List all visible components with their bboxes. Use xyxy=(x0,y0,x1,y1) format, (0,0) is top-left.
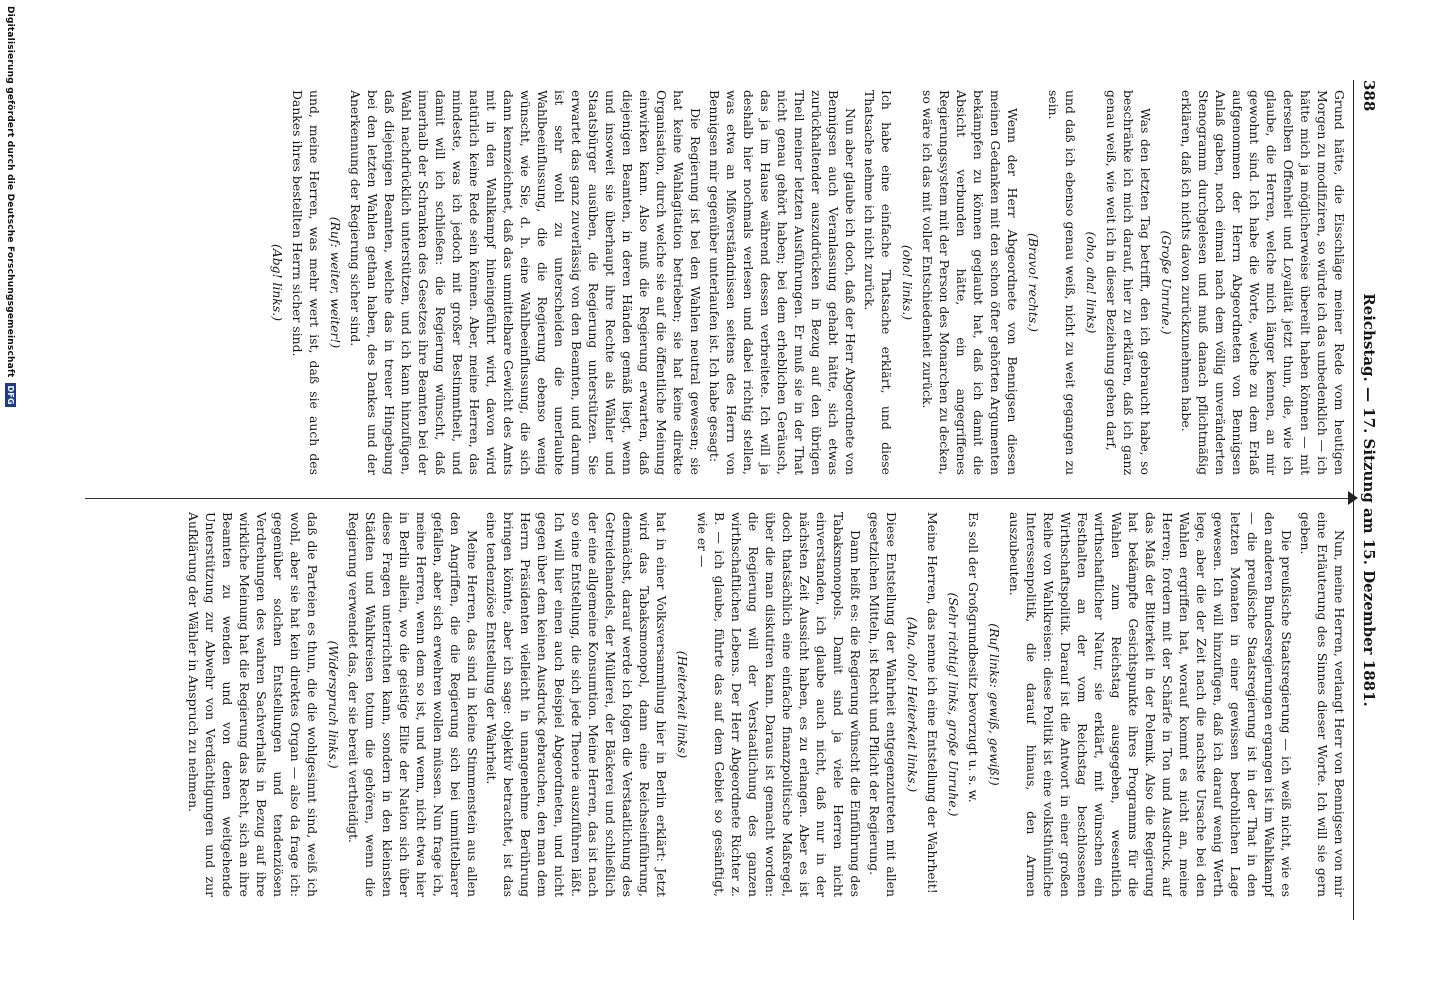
paragraph: Grund hätte, die Eisschläge meiner Rede vom heutigen Morgen zu modifiziren, so würde ich das unbedenklich — ich hätte mich ja möglicherweise übereilt haben können — mit derselben Offenheit und Loyalität jetzt thun, die, wie ich glaube, die Herren, welche mich länger kennen, an mir gewohnt sind. Ich habe die Worte, welche zu dem Erlaß aufgenommen der Herrn Abgeordneten von Bennigsen Anlaß gaben, noch einmal nach dem völlig unveränderten Stenogramm durchgelesen und muß danach pflichtmäßig erklären, daß ich nichts davon zurückzunehmen habe. xyxy=(1179,90,1347,475)
paragraph: Die preußische Staatsregierung — ich weiß nicht, wie es den anderen Bundesregierungen ergangen ist im Wahlkampf — die preußische Staatsregierung ist in der That in den letzten Monaten in einer gewissen bedrohlichen Lage gewesen. Ich will hinzufügen, daß ich darauf wenig Werth lege, aber die der Zeit nach die nachste Ursache bei den Wahlen ergriffen hat, worauf kommt es nicht an, meine Herren; fordern mit der Schärfe in Ton und Ausdruck, auf das Maß der Bitterkeit in der Polemik. Also die Regierung hat bekämpfte Gesichtspunkte ihres Programms für die Wahlen zum Reichstag ausgegeben, wesentlich wirthschaftlicher Natur, sie erklärt, mit wünschen ein Festhalten an der vom Reichstag beschlossenen Wirthschaftspolitik. Darauf ist die Antwort in einer großen Reihe von Wahlkreisen: diese Politik ist eine volksthümliche Interessenpolitik, die darauf hinaus, den Armen auszubeuten. xyxy=(1007,512,1294,897)
paragraph: und, meine Herren, was mehr wert ist, daß sie auch des Dankes ihres bestellten Herrn sicher sind. xyxy=(290,90,322,475)
paragraph: Meine Herren, das nenne ich eine Entstellung der Wahrheit! xyxy=(925,512,940,894)
interjection: (Widerspruch links.) xyxy=(326,640,341,769)
paragraph: Ich habe eine einfache Thatsache erklärt, und diese Thatsache nehme ich nicht zurück. xyxy=(862,90,894,475)
interjection: (Sehr richtig! links, große Unruhe.) xyxy=(946,592,961,817)
column-divider xyxy=(85,498,1350,499)
interjection: (oho, aha! links) xyxy=(1084,231,1099,334)
paragraph: Nun aber glaube ich doch, daß der Herr Abgeordnete von Bennigsen auch Veranlassung gehabt hätte, sich etwas zurückhaltender auszudrücken in Bezug auf den übrigen Theil meiner letzten Ausführungen. Er muß sie in der That nicht genau gehört haben; bei dem erheblichen Geräusch, das ja im Hause während dessen verbreitete. Ich will ja deshalb hier nochmals verlesen und dabei richtig stellen, was etwa an Mißverständnissen seitens des Herrn von Bennigsen mir gegenüber unterlaufen ist. Ich habe gesagt: xyxy=(707,90,858,475)
dfg-logo: DFG xyxy=(6,385,15,405)
interjection: (Bravo! rechts.) xyxy=(1026,233,1041,332)
paragraph: Was den letzten Tag betrifft, den ich gebraucht habe, so beschränke ich mich darauf, hier zu erklären, daß ich ganz genau weiß, wie weit ich in dieser Beziehung gehen darf, xyxy=(1104,90,1153,475)
paragraph: daß die Parteien es thun, die die wohlgesinnt sind, weiß ich wohl, aber sie hat kein direktes Organ — also da frage ich: gegenüber solchen Entstellungen und tendenziösen Verdrehungen des wahren Sachverhalts in Bezug auf ihre wirkliche Meinung hat die Regierung das Recht, sich an ihre Beamten zu wenden und von denen weitgehende Unterstützung zur Abwehr von Verdächtigungen und zur Aufklärung der Wähler in Anspruch zu nehmen. xyxy=(186,512,320,897)
page-number: 388 xyxy=(1360,80,1378,112)
paragraph: Meine Herren, das sind in kleine Stimmenstein aus allen den Angriffen, die die Regierung sich bei unmittelbarer gefallen, aber sich erwehren wollen müssen. Nun frage ich, meine Herren, wenn dem so ist, und wenn, nicht etwa hier in Berlin allein, wo die geistige Elite der Nation sich über diese Fragen unterrichten kann, sondern in den kleinsten Städten und Wahlkreisen totum die gehören, wenn die Regierung verwendet das, der sie bereit vertheidigt. xyxy=(346,512,480,897)
paragraph: Dann heißt es: die Regierung wünscht die Einführung des Tabaksmonopols. Damit sind ja viele Herren nicht einverstanden, ich glaube auch nicht, daß nur in der nächsten Zeit Aussicht haben, es zu erlangen. Aber es ist doch thatsächlich eine einfache finanzpolitische Maßregel, über die man diskutiren kann. Daraus ist gemacht worden: die Regierung will der Verstaatlichung des ganzen wirthschaftlichen Lebens. Der Herr Abgeordnete Richter z. B. — ich glaube, führte das auf dem Gebiet so gesänftigt, wie er — xyxy=(695,512,863,897)
interjection: (Heiterkeit links) xyxy=(675,650,690,759)
paragraph: Es soll der Großgrundbesitz bevorzugt u. s. w. xyxy=(966,512,981,803)
digitization-credit xyxy=(5,6,16,407)
interjection: (Abg! links.) xyxy=(270,243,285,322)
interjection: (oho! links.) xyxy=(900,244,915,321)
paragraph: und daß ich ebenso genau weiß, nicht zu weit gegangen zu sein. xyxy=(1046,90,1078,475)
page-title: Reichstag. — 17. Sitzung am 15. Dezember 1881. xyxy=(1360,293,1378,707)
interjection: (Aha, oho! Heiterkeit links.) xyxy=(905,616,920,793)
credit-text: Digitalisierung gefördert durch die Deutsche Forschungsgemeinschaft xyxy=(5,6,15,378)
paragraph: hat in einer Volksversammlung hier in Berlin erklärt: Jetzt wird das Tabaksmonopol, dann eine Reichseinführung, demnächst, darauf werde ich folgen die Verstaatlichung des Getreidehandels, der Müllerei, der Bäckerei und schließlich der eine allgemeine Konsumtion. Meine Herren, das ist nach so eine Entstellung, die sich jede Theorie auszuführen läßt. Ich will hier einen auch Beispiel Abgeordneten, und nicht gegen über dem keinen Ausdruck gebrauchen, den man dem Herrn Präsidenten vielleicht in unangenehme Berührung bringen könnte, aber ich sage: objektiv betrachtet, ist das eine tendenziöse Entstellung der Wahrheit. xyxy=(484,512,669,897)
paragraph: Wenn der Herr Abgeordnete von Bennigsen diesen meinen Gedanken mit den schon öfter gehörten Argumenten bekämpfen zu können geglaubt hat, daß ich damit die Absicht verbunden hätte, ein angegriffenes Regierungssystem mit der Person des Monarchen zu decken, so wäre ich das mit voller Entschiedenheit zurück. xyxy=(920,90,1020,475)
interjection: (Ruf links: gewiß, gewiß!) xyxy=(987,623,1002,786)
paragraph: Die Regierung ist bei den Wahlen neutral gewesen; sie hat keine Wahlagitation betrieben; sie hat keine direkte Organisation, durch welche sie auf die öffentliche Meinung einwirken kann. Also muß die Regierung erwarten, daß diejenigen Beamten, in deren Händen gemäß liegt, wenn und insoweit sie überhaupt ihre Rechte als Wähler und Staatsbürger ausüben, die Regierung unterstützen. Sie erwartet das ganz zuverlässig von den Beamten, und darum ist sehr wohl zu unterscheiden die unerlaubte Wahlbeeinflussung, die die Regierung ebenso wenig wünscht, wie Sie, d. h. eine Wahlbeeinflussung, die sich dann kennzeichnet, daß das unmittelbare Gewicht des Amts mit in den Wahlkampf hineingeführt wird, davon wird natürlich keine Rede sein können. Aber, meine Herren, das mindeste, was ich jedoch mit großer Bestimmtheit, und damit will ich schließen: die Regierung wünscht, daß innerhalb der Schranken des Gesetzes ihre Beamten bei der Wahl nachdrücklich unterstützen, und ich kann hinzufügen, daß diejenigen Beamten, welche das in treuer Hingebung bei den letzten Wahlen gethan haben, des Dankes und der Anerkennung der Regierung sicher sind. xyxy=(348,90,703,475)
right-column xyxy=(88,512,1348,897)
paragraph: Nun, meine Herren, verlangt Herr von Bennigsen von mir eine Erläuterung des Sinnes dieser Worte. Ich will sie gern geben. xyxy=(1298,512,1347,897)
paragraph: Diese Entstellung der Wahrheit entgegenzutreten mit allen gesetzlichen Mitteln, ist Recht und Pflicht der Regierung. xyxy=(867,512,899,897)
interjection: (Ruf: weiter, weiter!) xyxy=(328,216,343,349)
interjection: (Große Unruhe.) xyxy=(1159,230,1174,335)
left-column xyxy=(88,90,1348,475)
